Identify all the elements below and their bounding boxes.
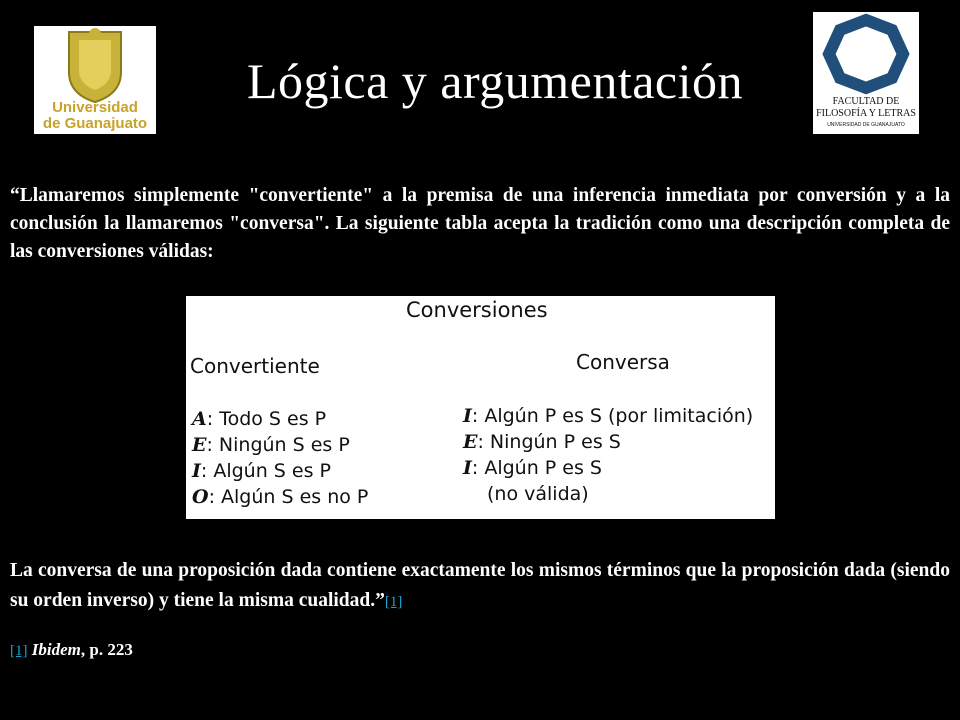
conversions-table	[186, 296, 775, 519]
page-title: Lógica y argumentación	[246, 53, 743, 109]
footnote-back-link[interactable]: [1]	[10, 643, 28, 659]
table-row: I: Algún P es S (por limitación)	[463, 405, 754, 427]
table-row: A: Todo S es P	[192, 408, 327, 430]
svg-text:FACULTAD DE: FACULTAD DE	[832, 96, 900, 107]
header-convertiente: Convertiente	[190, 354, 320, 378]
conclusion-paragraph	[10, 556, 950, 617]
table-row: O: Algún S es no P	[192, 486, 369, 508]
table-row: E: Ningún S es P	[192, 434, 350, 456]
conclusion-text: La conversa de una proposición dada contiene exactamente los mismos términos que la proposición dada (siendo su orden inverso) y tiene la misma cualidad.”	[10, 560, 950, 611]
footnote	[10, 640, 133, 660]
table-row: (no válida)	[487, 483, 589, 505]
svg-text:de Guanajuato: de Guanajuato	[42, 115, 148, 132]
footnote-ibidem: Ibidem	[31, 640, 81, 659]
table-row: I: Algún S es P	[192, 460, 331, 482]
table-title: Conversiones	[406, 298, 548, 322]
conversa-column	[463, 403, 753, 507]
svg-text:Universidad: Universidad	[52, 99, 138, 116]
svg-text:UNIVERSIDAD DE GUANAJUATO: UNIVERSIDAD DE GUANAJUATO	[827, 122, 905, 128]
convertiente-column	[192, 406, 368, 510]
intro-paragraph: “Llamaremos simplemente "convertiente" a la premisa de una inferencia inmediata por conversión y a la conclusión la llamaremos "conversa". La siguiente tabla acepta la tradición como una descripción completa de las conversiones válidas:	[10, 185, 950, 262]
footnote-page: , p. 223	[80, 640, 133, 659]
footnote-ref-link[interactable]: [1]	[384, 594, 403, 610]
table-row: I: Algún P es S	[463, 457, 602, 479]
svg-text:FILOSOFÍA Y LETRAS: FILOSOFÍA Y LETRAS	[816, 108, 916, 119]
header-conversa: Conversa	[576, 350, 670, 374]
table-row: E: Ningún P es S	[463, 431, 621, 453]
